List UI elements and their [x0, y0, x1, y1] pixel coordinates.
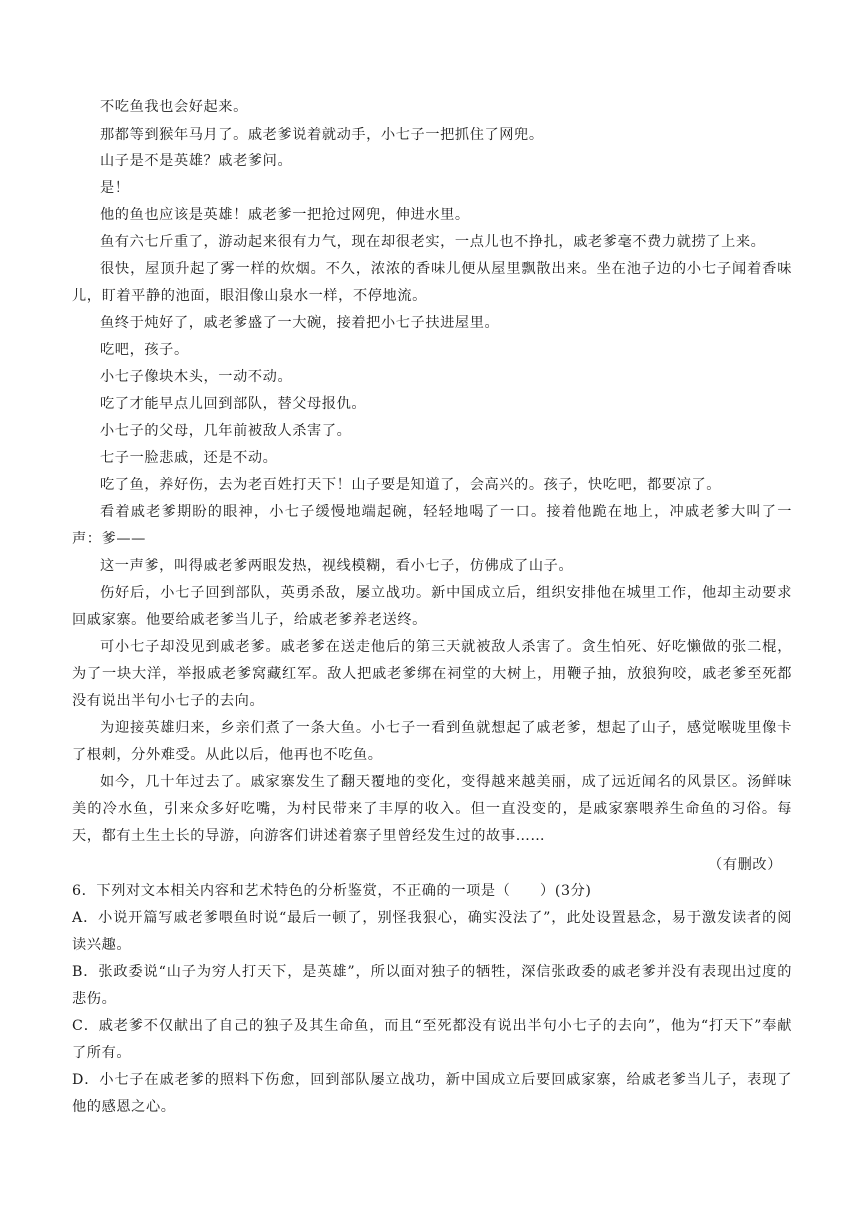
story-paragraph-15: 看着戚老爹期盼的眼神，小七子缓慢地端起碗，轻轻地喝了一口。接着他跪在地上，冲戚老爹大叫了一声：爹——	[72, 504, 792, 547]
question-option-d: D．小七子在戚老爹的照料下伤愈，回到部队屡立战功，新中国成立后要回戚家寨，给戚老爹当儿子，表现了他的感恩之心。	[72, 1072, 792, 1115]
story-paragraph-13: 七子一脸悲戚，还是不动。	[100, 450, 278, 466]
story-paragraph-14: 吃了鱼，养好伤，去为老百姓打天下！山子要是知道了，会高兴的。孩子，快吃吧，都要凉了。	[100, 477, 722, 493]
question-option-c: C．戚老爹不仅献出了自己的独子及其生命鱼，而且“至死都没有说出半句小七子的去向”，他为“打天下”奉献了所有。	[72, 1018, 792, 1061]
question-option-a: A．小说开篇写戚老爹喂鱼时说“最后一顿了，别怪我狠心，确实没法了”，此处设置悬念，易于激发读者的阅读兴趣。	[72, 910, 792, 953]
story-paragraph-4: 是！	[100, 180, 130, 196]
story-paragraph-10: 小七子像块木头，一动不动。	[100, 369, 293, 385]
story-paragraph-5: 他的鱼也应该是英雄！戚老爹一把抢过网兜，伸进水里。	[100, 207, 470, 223]
story-paragraph-9: 吃吧，孩子。	[100, 342, 189, 358]
story-paragraph-19: 为迎接英雄归来，乡亲们煮了一条大鱼。小七子一看到鱼就想起了戚老爹，想起了山子，感觉喉咙里像卡了根刺，分外难受。从此以后，他再也不吃鱼。	[72, 720, 792, 763]
story-paragraph-11: 吃了才能早点儿回到部队，替父母报仇。	[100, 396, 367, 412]
story-paragraph-18: 可小七子却没见到戚老爹。戚老爹在送走他后的第三天就被敌人杀害了。贪生怕死、好吃懒做的张二棍，为了一块大洋，举报戚老爹窝藏红军。敌人把戚老爹绑在祠堂的大树上，用鞭子抽，放狼狗咬，戚老爹至死都没有说出半句小七子的去向。	[72, 639, 792, 709]
story-paragraph-1: 不吃鱼我也会好起来。	[100, 99, 248, 115]
story-paragraph-7: 很快，屋顶升起了雾一样的炊烟。不久，浓浓的香味儿便从屋里飘散出来。坐在池子边的小七子闻着香味儿，盯着平静的池面，眼泪像山泉水一样，不停地流。	[72, 261, 792, 304]
story-paragraph-12: 小七子的父母，几年前被敌人杀害了。	[100, 423, 352, 439]
question-stem: 6．下列对文本相关内容和艺术特色的分析鉴赏，不正确的一项是（ ）(3分)	[72, 883, 592, 899]
story-paragraph-20: 如今，几十年过去了。戚家寨发生了翻天覆地的变化，变得越来越美丽，成了远近闻名的风景区。汤鲜味美的冷水鱼，引来众多好吃嘴，为村民带来了丰厚的收入。但一直没变的，是戚家寨喂养生命鱼的习俗。每天，都有土生土长的导游，向游客们讲述着寨子里曾经发生过的故事……	[72, 774, 792, 844]
story-paragraph-16: 这一声爹，叫得戚老爹两眼发热，视线模糊，看小七子，仿佛成了山子。	[100, 558, 574, 574]
story-paragraph-8: 鱼终于炖好了，戚老爹盛了一大碗，接着把小七子扶进屋里。	[100, 315, 500, 331]
story-paragraph-17: 伤好后，小七子回到部队，英勇杀敌，屡立战功。新中国成立后，组织安排他在城里工作，他却主动要求回戚家寨。他要给戚老爹当儿子，给戚老爹养老送终。	[72, 585, 792, 628]
story-paragraph-3: 山子是不是英雄？戚老爹问。	[100, 153, 293, 169]
source-note: （有删改）	[708, 857, 782, 873]
story-paragraph-2: 那都等到猴年马月了。戚老爹说着就动手，小七子一把抓住了网兜。	[100, 127, 544, 143]
story-paragraph-6: 鱼有六七斤重了，游动起来很有力气，现在却很老实，一点儿也不挣扎，戚老爹毫不费力就捞了上来。	[100, 234, 766, 250]
question-option-b: B．张政委说“山子为穷人打天下，是英雄”，所以面对独子的牺牲，深信张政委的戚老爹并没有表现出过度的悲伤。	[72, 964, 792, 1007]
